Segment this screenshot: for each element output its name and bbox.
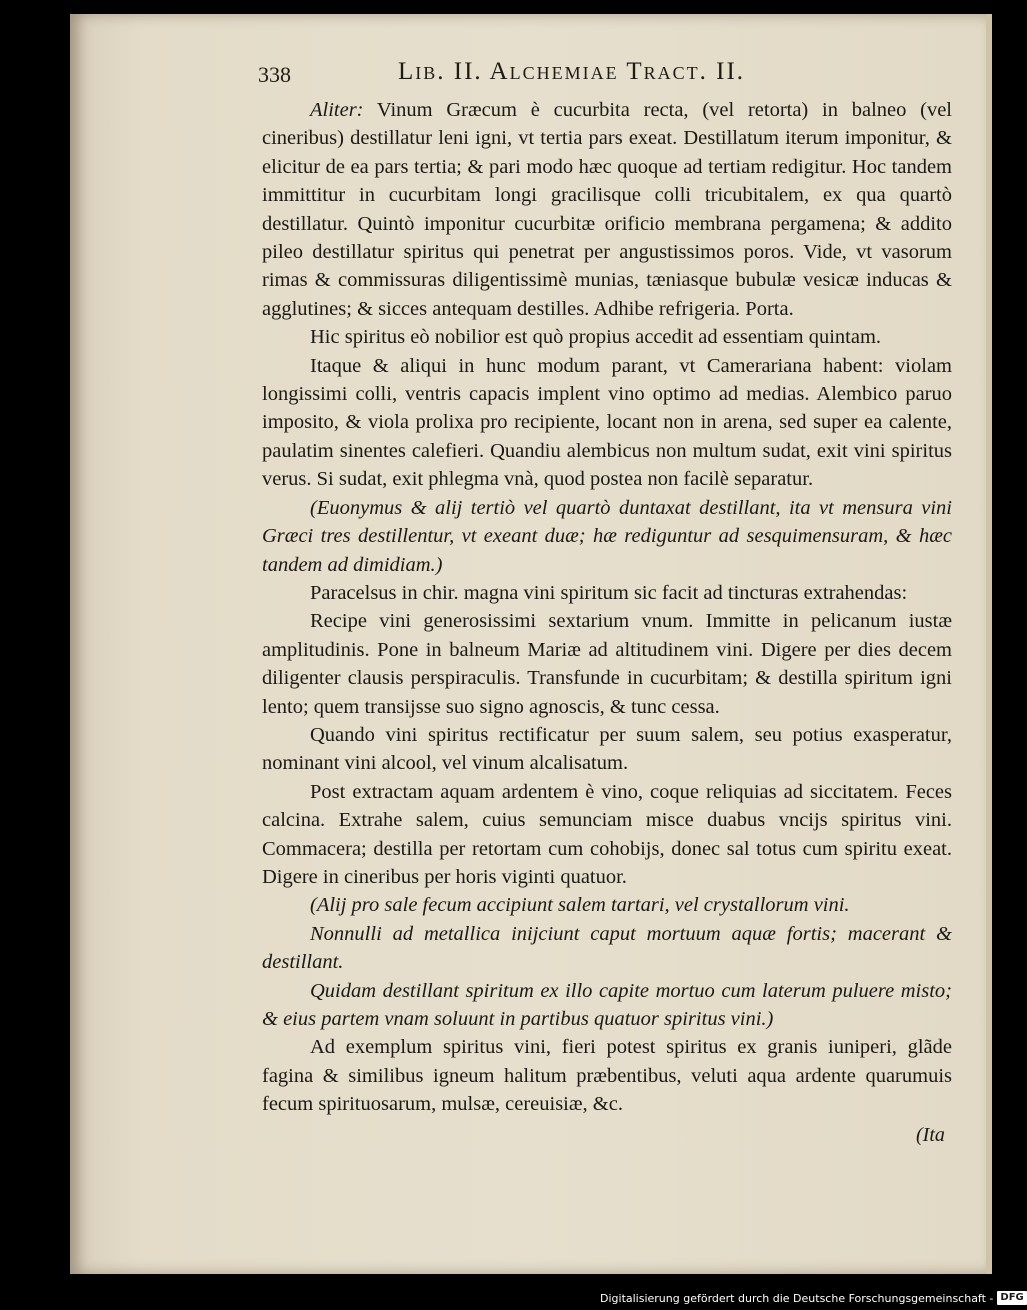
dfg-logo-icon: DFG — [997, 1291, 1026, 1305]
italic-note: (Alij pro sale fecum accipiunt salem tartari, vel crystallorum vini. — [310, 894, 850, 917]
paragraph: Post extractam aquam ardentem è vino, coque reliquias ad siccitatem. Feces calcina. Extrahe salem, cuius semunciam misce duabus vncijs spiritus vini. Commacera; destilla per retortam cum cohobijs, donec sal totus cum spiritu exeat. Digere in cineribus per horis viginti quatuor. — [262, 780, 952, 888]
digitization-footer — [600, 1290, 1024, 1306]
italic-note: Quidam destillant spiritum ex illo capite mortuo cum laterum puluere misto; & eius partem vnam soluunt in partibus quatuor spiritus vini.) — [262, 979, 952, 1030]
body-text — [262, 96, 952, 1119]
running-head: Lib. II. Alchemiae Tract. II. — [398, 58, 746, 85]
page-number: 338 — [258, 62, 291, 87]
lead-word: Aliter: — [310, 99, 364, 121]
paragraph: Recipe vini generosissimi sextarium vnum. Immitte in pelicanum iustæ amplitudinis. Pone in balneum Mariæ ad altitudinem vini. Digere per dies decem diligenter clausis perspiraculis. Transfunde in cucurbitam; & destilla spiritum igni lento; quem transijsse suo signo agnoscis, & tunc cessa. — [262, 610, 952, 718]
paragraph-aliter — [262, 96, 952, 323]
paragraph: Paracelsus in chir. magna vini spiritum sic facit ad tincturas extrahendas: — [310, 581, 908, 604]
running-header — [258, 58, 948, 92]
footer-text: Digitalisierung gefördert durch die Deutsche Forschungsgemeinschaft - — [600, 1291, 994, 1305]
paragraph: Quando vini spiritus rectificatur per suum salem, seu potius exasperatur, nominant vini alcool, vel vinum alcalisatum. — [262, 723, 952, 775]
catchword: (Ita — [916, 1124, 945, 1146]
paragraph: Itaque & aliqui in hunc modum parant, vt Camerariana habent: violam longissimi colli, ventris capacis implent vino optimo ad medias. Alembico paruo imposito, & viola prolixa pro recipiente, locant non in arena, sed super ea calente, paulatim sinentes calefieri. Quandiu alembicus non multum sudat, exit vini spiritus verus. Si sudat, exit phlegma vnà, quod postea non facilè separatur. — [262, 354, 952, 491]
italic-note: (Euonymus & alij tertiò vel quartò duntaxat destillant, ita vt mensura vini Græci tres destillentur, vt exeant duæ; hæ rediguntur ad sesquimensuram, & hæc tandem ad dimidiam.) — [262, 496, 952, 576]
page-edge — [986, 14, 992, 1274]
paragraph: Hic spiritus eò nobilior est quò propius accedit ad essentiam quintam. — [310, 326, 882, 349]
paragraph: Ad exemplum spiritus vini, fieri potest spiritus ex granis iuniperi, glãde fagina & similibus igneum halitum præbentibus, veluti aqua ardente quarumuis fecum spirituosarum, mulsæ, cereuisiæ, &c. — [262, 1036, 952, 1116]
paragraph-text: Vinum Græcum è cucurbita recta, (vel retorta) in balneo (vel cineribus) destillatur leni igni, vt tertia pars exeat. Destillatum iterum imponitur, & elicitur de ea pars tertia; & pari modo hæc quoque ad tertiam redigitur. Hoc tandem immittitur in cucurbitam longi gracilisque colli tricubitalem, ex qua quartò destillatur. Quintò imponitur cucurbitæ orificio membrana pergamena; & addito pileo destillatur spiritus qui penetrat per angustissimos poros. Vide, vt vasorum rimas & commissuras diligentissimè munias, tæniasque bubulæ vesicæ inducas & agglutines; & sicces antequam destilles. Adhibe refrigeria. Porta. — [262, 99, 952, 320]
italic-note: Nonnulli ad metallica inijciunt caput mortuum aquæ fortis; macerant & destillant. — [262, 922, 952, 974]
